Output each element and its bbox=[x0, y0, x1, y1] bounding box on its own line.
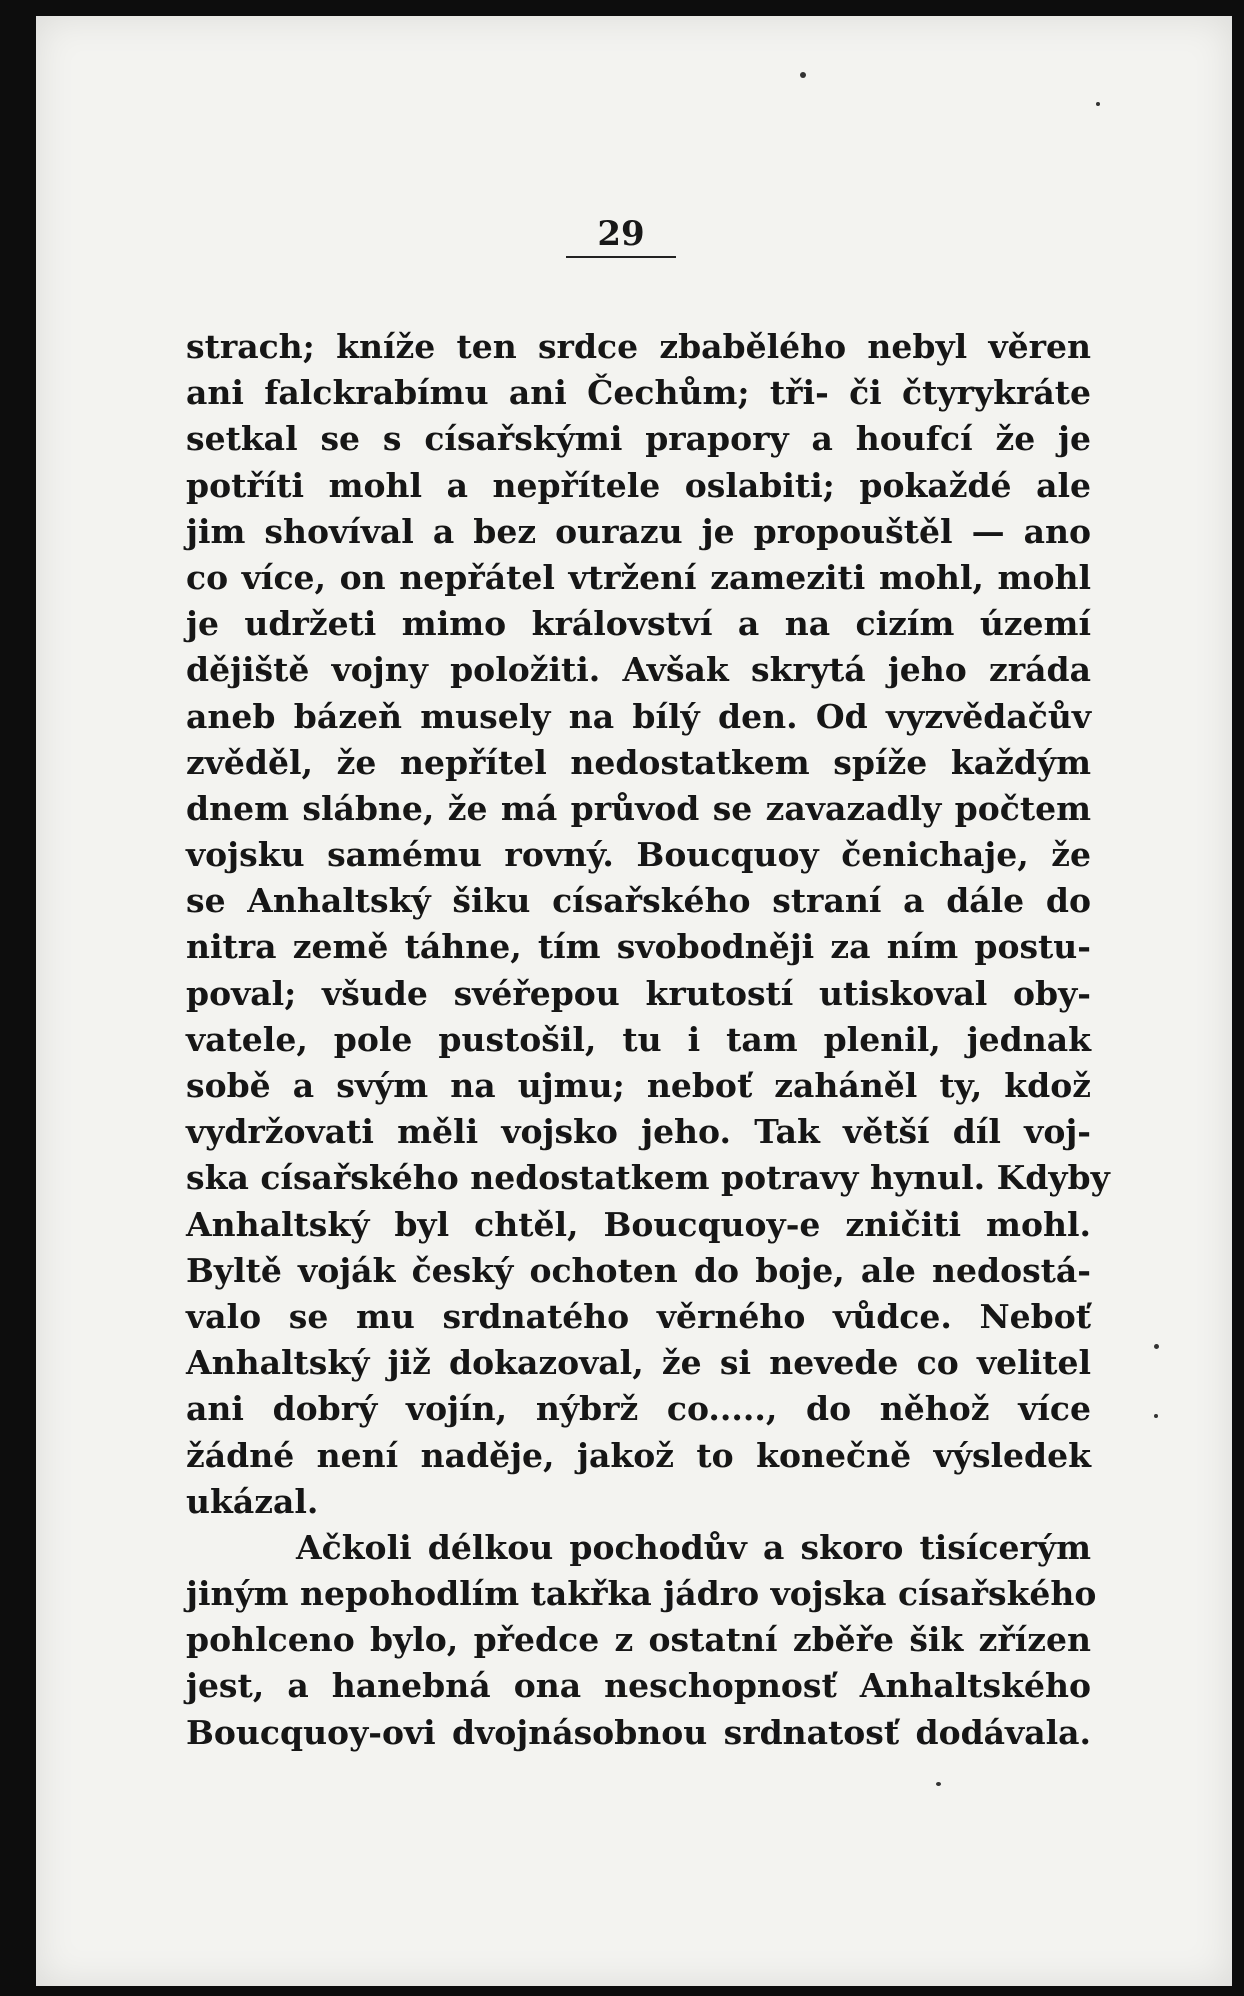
page-number-rule bbox=[566, 256, 676, 258]
scan-speck bbox=[936, 1782, 941, 1786]
text-line: je udržeti mimo království a na cizím území bbox=[186, 604, 1091, 644]
body-text bbox=[186, 324, 1110, 1756]
text-line: aneb bázeň musely na bílý den. Od vyzvědačův bbox=[186, 696, 1091, 736]
text-line: dnem slábne, že má průvod se zavazadly počtem bbox=[186, 788, 1091, 828]
text-line: ani falckrabímu ani Čechům; tři- či čtyrykráte bbox=[186, 373, 1091, 413]
page-number-block bbox=[546, 214, 696, 258]
text-line: co více, on nepřátel vtržení zameziti mohl, mohl bbox=[186, 557, 1091, 597]
scan-speck bbox=[1154, 1414, 1158, 1418]
text-line: se Anhaltský šiku císařského straní a dále do bbox=[186, 881, 1091, 921]
scan-speck bbox=[1154, 1344, 1159, 1349]
text-line: ukázal. bbox=[186, 1481, 319, 1521]
text-line: poval; všude svéřepou krutostí utiskoval oby- bbox=[186, 973, 1091, 1013]
text-line: ani dobrý vojín, nýbrž co....., do něhož více bbox=[186, 1389, 1091, 1429]
page-number: 29 bbox=[597, 214, 645, 254]
text-line: jiným nepohodlím takřka jádro vojska císařského bbox=[186, 1574, 1097, 1614]
scan-speck bbox=[800, 72, 806, 78]
text-line: pohlceno bylo, předce z ostatní zběře šik zřízen bbox=[186, 1620, 1091, 1660]
text-line: nitra země táhne, tím svobodněji za ním postu- bbox=[186, 927, 1091, 967]
text-line: žádné není naděje, jakož to konečně výsledek bbox=[186, 1435, 1091, 1475]
text-line: jim shovíval a bez ourazu je propouštěl — ano bbox=[186, 511, 1091, 551]
scanned-page bbox=[36, 16, 1232, 1986]
text-line: strach; kníže ten srdce zbabělého nebyl věren bbox=[186, 327, 1091, 366]
text-line: vatele, pole pustošil, tu i tam plenil, jednak bbox=[186, 1019, 1091, 1059]
text-line: zvěděl, že nepřítel nedostatkem spíže každým bbox=[186, 742, 1091, 782]
text-line: vojsku samému rovný. Boucquoy čenichaje, že bbox=[186, 835, 1091, 875]
text-line: ska císařského nedostatkem potravy hynul. Kdyby bbox=[186, 1158, 1110, 1198]
text-line: valo se mu srdnatého věrného vůdce. Neboť bbox=[186, 1296, 1091, 1336]
text-line: sobě a svým na ujmu; neboť zaháněl ty, kdož bbox=[186, 1066, 1091, 1105]
text-line: jest, a hanebná ona neschopnosť Anhaltského bbox=[186, 1666, 1091, 1706]
scan-speck bbox=[1096, 102, 1100, 106]
text-line: Anhaltský byl chtěl, Boucquoy-e zničiti mohl. bbox=[186, 1204, 1091, 1244]
text-line: setkal se s císařskými prapory a houfcí že je bbox=[186, 419, 1091, 459]
text-line: vydržovati měli vojsko jeho. Tak větší díl voj- bbox=[186, 1112, 1091, 1152]
text-line: Byltě voják český ochoten do boje, ale nedostá- bbox=[186, 1250, 1091, 1290]
text-line: dějiště vojny položiti. Avšak skrytá jeho zráda bbox=[186, 650, 1091, 690]
text-line: potříti mohl a nepřítele oslabiti; pokaždé ale bbox=[186, 465, 1091, 505]
text-line-paragraph-start: Ačkoli délkou pochodův a skoro tisícerým bbox=[296, 1527, 1091, 1567]
text-line: Boucquoy-ovi dvojnásobnou srdnatosť dodávala. bbox=[186, 1712, 1091, 1752]
text-line: Anhaltský již dokazoval, že si nevede co velitel bbox=[186, 1343, 1091, 1383]
